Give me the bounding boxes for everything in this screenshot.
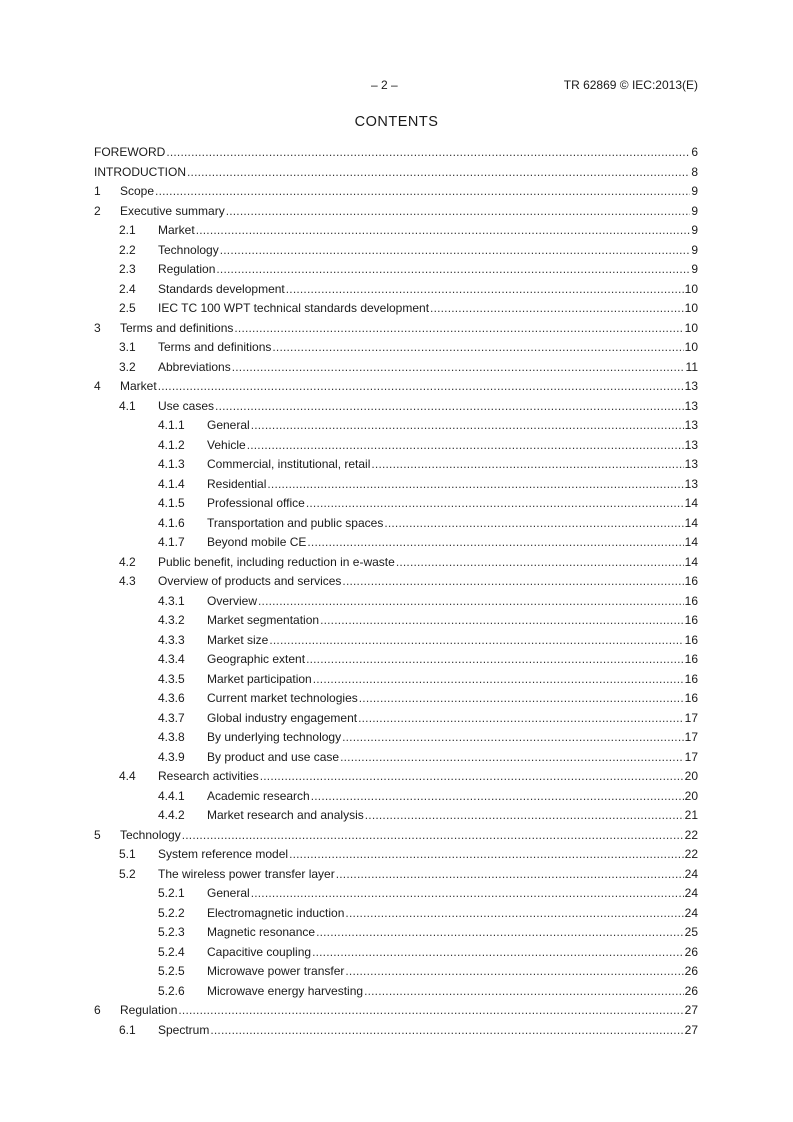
toc-entry-line: [207, 533, 698, 553]
toc-entry-number: 4.3: [119, 574, 136, 588]
toc-entry-number: 4.1.6: [158, 515, 185, 530]
dot-leader: [260, 767, 684, 787]
toc-entry-number: 5.2.3: [158, 925, 185, 939]
toc-entry-number: 3.2: [119, 359, 136, 374]
toc-entry-page[interactable]: 20: [684, 788, 698, 803]
dot-leader: [158, 377, 684, 397]
dot-leader: [267, 475, 683, 495]
toc-entry-page[interactable]: 17: [684, 710, 698, 725]
toc-entry-line: [207, 631, 698, 651]
toc-entry-line: [158, 221, 698, 241]
toc-entry-page[interactable]: 13: [684, 437, 698, 452]
toc-entry[interactable]: [94, 670, 698, 690]
dot-leader: [258, 592, 684, 612]
toc-entry-line: [120, 202, 698, 222]
dot-leader: [196, 221, 691, 241]
toc-entry[interactable]: [94, 884, 698, 904]
toc-entry-line: [120, 826, 698, 846]
dot-leader: [286, 280, 684, 300]
dot-leader: [396, 553, 684, 573]
toc-entry-title[interactable]: Research activities: [158, 769, 259, 783]
dot-leader: [306, 494, 684, 514]
toc-entry-line: [120, 1001, 698, 1021]
toc-entry-line: [207, 943, 698, 963]
toc-entry-line: [158, 358, 698, 378]
toc-entry-page[interactable]: 13: [684, 398, 698, 413]
toc-entry-line: [207, 436, 698, 456]
toc-entry-number: 2.1: [119, 223, 136, 237]
toc-entry-line: [207, 611, 698, 631]
toc-entry-title[interactable]: Scope: [120, 184, 155, 198]
dot-leader: [155, 182, 690, 202]
page-header: [94, 78, 698, 94]
dot-leader: [358, 709, 684, 729]
dot-leader: [307, 533, 683, 553]
toc-entry-page[interactable]: 16: [684, 671, 698, 686]
toc-entry[interactable]: [94, 1001, 698, 1021]
dot-leader: [364, 982, 684, 1002]
toc-entry-title[interactable]: Market segmentation: [207, 613, 320, 627]
dot-leader: [312, 943, 684, 963]
toc-entry-title[interactable]: Executive summary: [120, 203, 225, 218]
toc-entry-line: [120, 377, 698, 397]
toc-entry-number: 4.1.2: [158, 437, 185, 452]
toc-entry-number: 5: [94, 827, 101, 842]
toc-entry-page[interactable]: 13: [684, 418, 698, 432]
dot-leader: [359, 689, 684, 709]
toc-entry-line: [207, 709, 698, 729]
toc-entry[interactable]: [94, 338, 698, 358]
dot-leader: [215, 397, 684, 417]
toc-entry[interactable]: [94, 475, 698, 495]
toc-entry-title[interactable]: Public benefit, including reduction in e-waste: [158, 554, 395, 569]
toc-entry-page[interactable]: 20: [684, 769, 698, 783]
toc-entry-page[interactable]: 8: [691, 164, 698, 179]
toc-entry-page[interactable]: 10: [684, 340, 698, 354]
toc-entry-number: 6.1: [119, 1022, 136, 1037]
dot-leader: [216, 260, 690, 280]
toc-entry-line: [207, 670, 698, 690]
dot-leader: [384, 514, 683, 534]
toc-entry-title[interactable]: Current market technologies: [207, 691, 358, 705]
toc-entry-line: [158, 553, 698, 573]
toc-entry-page[interactable]: 27: [684, 1003, 698, 1017]
toc-entry[interactable]: [94, 865, 698, 885]
toc-entry-page[interactable]: 16: [684, 593, 698, 608]
toc-entry[interactable]: [94, 533, 698, 553]
toc-entry-title[interactable]: Transportation and public spaces: [207, 515, 384, 530]
toc-entry-title[interactable]: Residential: [207, 476, 267, 491]
toc-entry-title[interactable]: By underlying technology: [207, 730, 342, 744]
toc-entry-line: [94, 163, 698, 183]
toc-entry-page[interactable]: 13: [684, 457, 698, 471]
toc-entry-number: 2: [94, 203, 101, 218]
toc-entry[interactable]: [94, 1021, 698, 1041]
toc-entry-line: [158, 1021, 698, 1041]
toc-entry-number: 4.1.7: [158, 535, 185, 549]
toc-entry-number: 4.3.3: [158, 632, 185, 647]
toc-entry-line: [120, 182, 698, 202]
toc-entry[interactable]: [94, 299, 698, 319]
toc-entry-number: 4.1.5: [158, 496, 185, 510]
toc-entry[interactable]: [94, 436, 698, 456]
dot-leader: [187, 163, 690, 183]
toc-entry-page[interactable]: 25: [684, 925, 698, 939]
toc-entry[interactable]: [94, 143, 698, 163]
toc-entry-number: 4.4.1: [158, 788, 185, 803]
toc-entry-page[interactable]: 10: [684, 320, 698, 335]
dot-leader: [345, 962, 683, 982]
toc-entry-page[interactable]: 14: [684, 535, 698, 549]
toc-entry-line: [207, 689, 698, 709]
toc-entry-number: 4.1.3: [158, 457, 185, 471]
toc-entry-title[interactable]: INTRODUCTION: [94, 164, 186, 179]
toc-entry-number: 5.1: [119, 847, 136, 861]
toc-entry-line: [207, 728, 698, 748]
toc-entry[interactable]: [94, 377, 698, 397]
dot-leader: [342, 572, 683, 592]
toc-entry[interactable]: [94, 397, 698, 417]
dot-leader: [210, 1021, 683, 1041]
toc-entry-line: [158, 260, 698, 280]
dot-leader: [371, 455, 683, 475]
toc-entry[interactable]: [94, 553, 698, 573]
toc-entry-page[interactable]: 9: [691, 223, 698, 237]
dot-leader: [320, 611, 684, 631]
toc-entry-title[interactable]: By product and use case: [207, 749, 340, 764]
toc-entry[interactable]: [94, 221, 698, 241]
dot-leader: [166, 143, 690, 163]
dot-leader: [289, 845, 684, 865]
toc-entry-number: 5.2.4: [158, 944, 185, 959]
document-id: TR 62869 © IEC:2013(E): [563, 78, 698, 92]
toc-entry-number: 5.2.2: [158, 905, 185, 920]
toc-entry-line: [207, 455, 698, 475]
dot-leader: [182, 826, 684, 846]
toc-entry-number: 4.3.6: [158, 691, 185, 705]
toc-entry[interactable]: [94, 260, 698, 280]
toc-entry[interactable]: [94, 826, 698, 846]
toc-entry-number: 3: [94, 320, 101, 335]
toc-entry-title[interactable]: General: [207, 418, 250, 432]
toc-entry-number: 4.4.2: [158, 808, 185, 822]
dot-leader: [306, 650, 684, 670]
toc-entry-number: 3.1: [119, 340, 136, 354]
toc-entry-title[interactable]: Market: [120, 379, 157, 393]
dot-leader: [178, 1001, 683, 1021]
toc-entry-number: 2.4: [119, 281, 136, 296]
toc-entry-page[interactable]: 9: [691, 242, 698, 257]
toc-entry-page[interactable]: 26: [684, 983, 698, 998]
toc-entry[interactable]: [94, 748, 698, 768]
toc-entry[interactable]: [94, 494, 698, 514]
contents-title: CONTENTS: [354, 114, 439, 130]
toc-entry-line: [158, 767, 698, 787]
toc-entry[interactable]: [94, 280, 698, 300]
toc-entry-line: [120, 319, 698, 339]
toc-entry-line: [207, 650, 698, 670]
toc-entry-page[interactable]: 10: [684, 301, 698, 315]
toc-entry-title[interactable]: Microwave energy harvesting: [207, 983, 364, 998]
dot-leader: [220, 241, 691, 261]
toc-entry-line: [207, 514, 698, 534]
dot-leader: [269, 631, 683, 651]
toc-entry-number: 4.3.4: [158, 652, 185, 666]
toc-entry-title[interactable]: Academic research: [207, 788, 310, 803]
toc-entry-page[interactable]: 14: [684, 496, 698, 510]
toc-entry-title[interactable]: Market participation: [207, 671, 312, 686]
toc-entry[interactable]: [94, 982, 698, 1002]
toc-entry-line: [158, 338, 698, 358]
toc-entry-number: 4.1.1: [158, 418, 185, 432]
toc-entry-number: 5.2: [119, 866, 136, 881]
toc-entry-title[interactable]: Regulation: [158, 262, 216, 276]
toc-entry-page[interactable]: 22: [684, 847, 698, 861]
toc-entry-title[interactable]: Microwave power transfer: [207, 964, 345, 978]
toc-entry-page[interactable]: 27: [684, 1022, 698, 1037]
toc-entry-page[interactable]: 24: [684, 886, 698, 900]
toc-entry-title[interactable]: The wireless power transfer layer: [158, 866, 335, 881]
toc-entry-number: 6: [94, 1003, 101, 1017]
toc-entry-line: [158, 572, 698, 592]
toc-entry[interactable]: [94, 806, 698, 826]
toc-entry-line: [207, 416, 698, 436]
toc-entry-number: 4.1: [119, 398, 136, 413]
toc-entry-line: [158, 241, 698, 261]
dot-leader: [232, 358, 685, 378]
toc-entry-page[interactable]: 14: [684, 554, 698, 569]
dot-leader: [311, 787, 684, 807]
dot-leader: [316, 923, 684, 943]
toc-entry-number: 4.3.9: [158, 749, 185, 764]
toc-entry-page[interactable]: 26: [684, 964, 698, 978]
toc-entry-line: [158, 299, 698, 319]
dot-leader: [247, 436, 684, 456]
toc-entry[interactable]: [94, 163, 698, 183]
toc-entry-page[interactable]: 22: [684, 827, 698, 842]
toc-entry-line: [207, 962, 698, 982]
dot-leader: [342, 728, 684, 748]
toc-entry-number: 4.3.8: [158, 730, 185, 744]
toc-entry-line: [207, 982, 698, 1002]
toc-entry-title[interactable]: Technology: [120, 827, 181, 842]
toc-entry-page[interactable]: 26: [684, 944, 698, 959]
toc-entry-page[interactable]: 14: [684, 515, 698, 530]
toc-entry[interactable]: [94, 943, 698, 963]
toc-entry-title[interactable]: Overview: [207, 593, 258, 608]
dot-leader: [345, 904, 683, 924]
toc-entry-page[interactable]: 13: [684, 379, 698, 393]
toc-entry[interactable]: [94, 709, 698, 729]
toc-entry[interactable]: [94, 455, 698, 475]
toc-entry[interactable]: [94, 962, 698, 982]
toc-entry-line: [207, 806, 698, 826]
toc-entry-page[interactable]: 13: [684, 476, 698, 491]
toc-entry-line: [207, 884, 698, 904]
toc-entry-number: 4.2: [119, 554, 136, 569]
toc-entry-title[interactable]: Terms and definitions: [120, 320, 234, 335]
toc-entry-line: [158, 397, 698, 417]
toc-entry-page[interactable]: 16: [684, 652, 698, 666]
toc-entry-title[interactable]: Use cases: [158, 398, 215, 413]
toc-entry[interactable]: [94, 728, 698, 748]
toc-entry[interactable]: [94, 787, 698, 807]
toc-entry[interactable]: [94, 767, 698, 787]
page-number: – 2 –: [371, 78, 398, 92]
toc-entry-number: 4.3.5: [158, 671, 185, 686]
toc-entry-line: [158, 865, 698, 885]
toc-entry-number: 5.2.6: [158, 983, 185, 998]
toc-entry-title[interactable]: Magnetic resonance: [207, 925, 316, 939]
toc-entry-title[interactable]: Terms and definitions: [158, 340, 272, 354]
toc-entry[interactable]: [94, 416, 698, 436]
toc-entry-page[interactable]: 9: [691, 203, 698, 218]
toc-entry-page[interactable]: 11: [685, 359, 698, 374]
dot-leader: [336, 865, 684, 885]
toc-entry-title[interactable]: Commercial, institutional, retail: [207, 457, 371, 471]
toc-entry-title[interactable]: Regulation: [120, 1003, 178, 1017]
toc-entry-title[interactable]: Market size: [207, 632, 269, 647]
toc-entry[interactable]: [94, 904, 698, 924]
toc-entry-number: 4.3.7: [158, 710, 185, 725]
toc-entry-line: [158, 280, 698, 300]
dot-leader: [251, 416, 684, 436]
toc-entry-title[interactable]: System reference model: [158, 847, 289, 861]
toc-entry-page[interactable]: 17: [684, 730, 698, 744]
toc-entry[interactable]: [94, 845, 698, 865]
toc-entry-page[interactable]: 6: [691, 145, 698, 159]
dot-leader: [251, 884, 684, 904]
toc-entry-line: [207, 475, 698, 495]
toc-entry-line: [207, 592, 698, 612]
toc-entry-title[interactable]: Market: [158, 223, 195, 237]
toc-entry-page[interactable]: 24: [684, 866, 698, 881]
toc-entry-page[interactable]: 17: [684, 749, 698, 764]
toc-entry-number: 2.2: [119, 242, 136, 257]
toc-entry[interactable]: [94, 182, 698, 202]
toc-entry-title[interactable]: Spectrum: [158, 1022, 210, 1037]
toc-entry[interactable]: [94, 572, 698, 592]
toc-entry[interactable]: [94, 241, 698, 261]
toc-entry-title[interactable]: Standards development: [158, 281, 285, 296]
toc-entry-number: 5.2.5: [158, 964, 185, 978]
toc-entry[interactable]: [94, 592, 698, 612]
toc-entry-line: [94, 143, 698, 163]
toc-entry[interactable]: [94, 689, 698, 709]
toc-entry-page[interactable]: 10: [684, 281, 698, 296]
toc-entry-page[interactable]: 9: [691, 262, 698, 276]
toc-entry-page[interactable]: 16: [684, 691, 698, 705]
toc-entry-page[interactable]: 24: [684, 905, 698, 920]
toc-entry-line: [207, 923, 698, 943]
toc-entry-title[interactable]: Global industry engagement: [207, 710, 358, 725]
toc-entry-page[interactable]: 9: [691, 184, 698, 198]
toc-entry[interactable]: [94, 202, 698, 222]
dot-leader: [272, 338, 683, 358]
toc-entry[interactable]: [94, 514, 698, 534]
table-of-contents: [94, 143, 698, 1040]
dot-leader: [430, 299, 684, 319]
toc-entry-title[interactable]: Overview of products and services: [158, 574, 342, 588]
dot-leader: [234, 319, 683, 339]
toc-entry-number: 4.1.4: [158, 476, 185, 491]
toc-entry-title[interactable]: Professional office: [207, 496, 305, 510]
toc-entry-line: [158, 845, 698, 865]
dot-leader: [313, 670, 684, 690]
dot-leader: [340, 748, 684, 768]
toc-entry-title[interactable]: IEC TC 100 WPT technical standards development: [158, 301, 430, 315]
toc-entry[interactable]: [94, 923, 698, 943]
toc-entry-title[interactable]: General: [207, 886, 250, 900]
toc-entry[interactable]: [94, 631, 698, 651]
toc-entry-number: 2.5: [119, 301, 136, 315]
dot-leader: [226, 202, 691, 222]
toc-entry-title[interactable]: FOREWORD: [94, 145, 166, 159]
toc-entry-number: 4.3.1: [158, 593, 185, 608]
dot-leader: [365, 806, 684, 826]
toc-entry[interactable]: [94, 358, 698, 378]
toc-entry-line: [207, 787, 698, 807]
toc-entry-title[interactable]: Capacitive coupling: [207, 944, 312, 959]
toc-entry-number: 4: [94, 379, 101, 393]
toc-entry-page[interactable]: 16: [684, 574, 698, 588]
toc-entry-page[interactable]: 21: [684, 808, 698, 822]
toc-entry-line: [207, 494, 698, 514]
toc-entry-title[interactable]: Geographic extent: [207, 652, 306, 666]
toc-entry-page[interactable]: 16: [684, 613, 698, 627]
toc-entry-number: 1: [94, 184, 101, 198]
toc-entry[interactable]: [94, 611, 698, 631]
toc-entry-number: 5.2.1: [158, 886, 185, 900]
toc-entry-number: 4.4: [119, 769, 136, 783]
toc-entry-number: 2.3: [119, 262, 136, 276]
toc-entry[interactable]: [94, 650, 698, 670]
toc-entry-title[interactable]: Technology: [158, 242, 219, 257]
toc-entry-title[interactable]: Vehicle: [207, 437, 246, 452]
toc-entry-title[interactable]: Abbreviations: [158, 359, 231, 374]
toc-entry-title[interactable]: Market research and analysis: [207, 808, 364, 822]
toc-entry-line: [207, 748, 698, 768]
toc-entry-title[interactable]: Electromagnetic induction: [207, 905, 345, 920]
toc-entry[interactable]: [94, 319, 698, 339]
toc-entry-title[interactable]: Beyond mobile CE: [207, 535, 307, 549]
toc-entry-line: [207, 904, 698, 924]
toc-entry-number: 4.3.2: [158, 613, 185, 627]
toc-entry-page[interactable]: 16: [684, 632, 698, 647]
